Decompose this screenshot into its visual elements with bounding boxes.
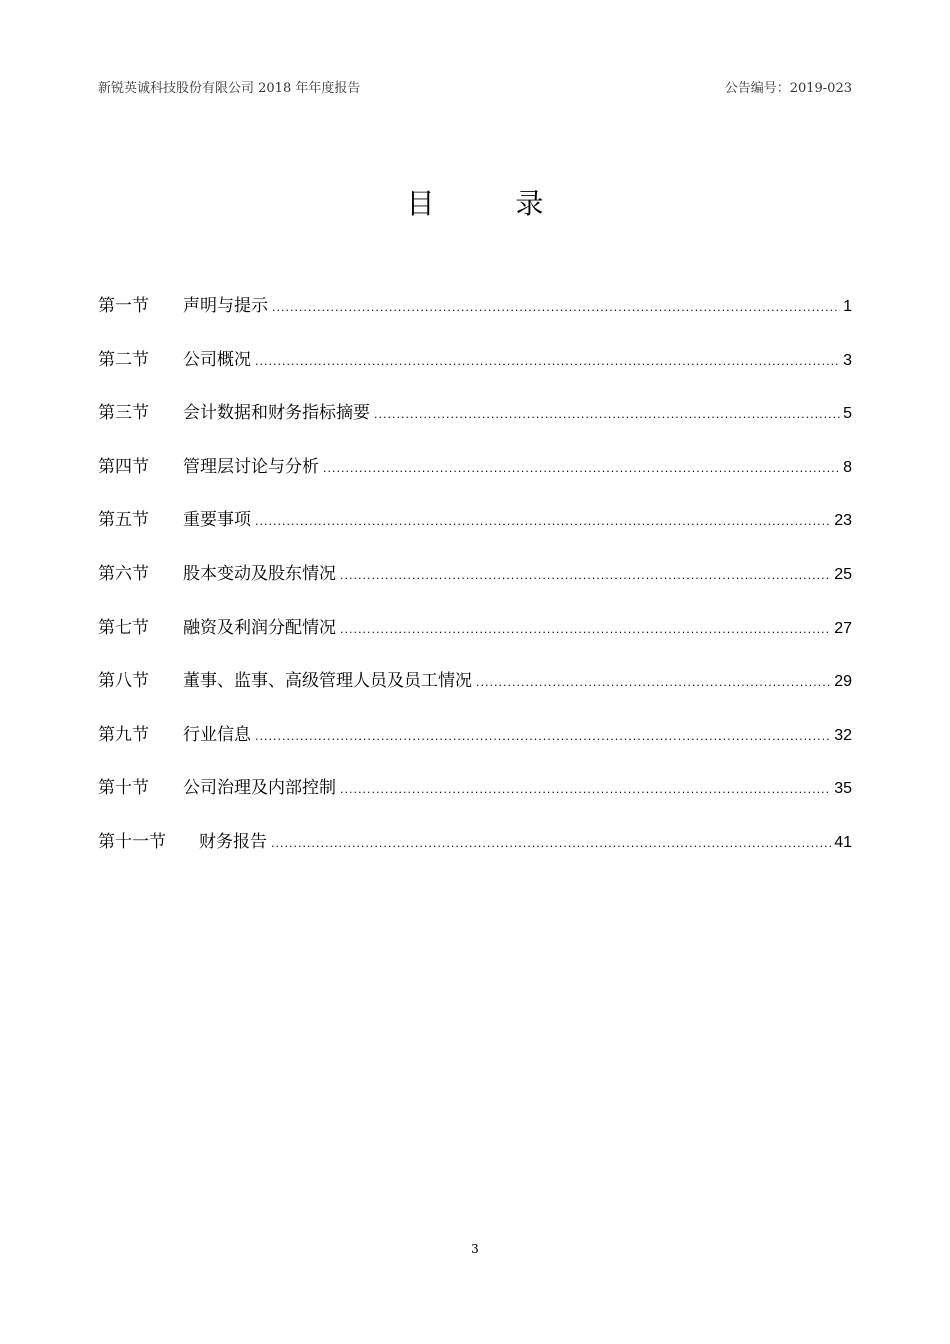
toc-entry[interactable] [98, 825, 852, 879]
toc-leader-dots [340, 613, 831, 647]
toc-leader-dots [323, 452, 840, 486]
toc-section-number: 第四节 [98, 456, 149, 477]
toc-section-number: 第二节 [98, 349, 149, 370]
toc-section-number: 第九节 [98, 724, 149, 745]
toc-section-title: 会计数据和财务指标摘要 [183, 403, 370, 424]
toc-entry[interactable] [98, 396, 852, 450]
toc-section-number: 第六节 [98, 563, 149, 584]
toc-leader-dots [340, 559, 831, 593]
toc-entry[interactable] [98, 289, 852, 343]
toc-section-number: 第七节 [98, 617, 149, 638]
page-title: 目 录 [406, 187, 580, 220]
toc-page-number: 41 [834, 833, 852, 851]
toc-page-number: 1 [843, 298, 852, 315]
toc-entry[interactable] [98, 557, 852, 611]
header-company-report-title: 新锐英诚科技股份有限公司 2018 年年度报告 [98, 81, 361, 96]
toc-section-number: 第三节 [98, 403, 149, 424]
toc-section-title: 声明与提示 [183, 296, 268, 316]
toc-page-number: 8 [843, 458, 852, 476]
toc-section-number: 第十节 [98, 778, 149, 799]
toc-page-number: 23 [834, 512, 852, 530]
toc-section-title: 行业信息 [183, 724, 251, 745]
toc-entry[interactable] [98, 343, 852, 397]
toc-section-title: 董事、监事、高级管理人员及员工情况 [183, 671, 472, 692]
toc-page-number: 29 [834, 673, 852, 691]
toc-leader-dots [271, 827, 831, 861]
toc-leader-dots [255, 345, 840, 379]
toc-section-title: 财务报告 [199, 831, 267, 852]
toc-section-title: 重要事项 [183, 510, 251, 531]
toc-leader-dots [272, 291, 840, 325]
toc-section-number: 第十一节 [98, 831, 166, 852]
toc-section-number: 第八节 [98, 671, 149, 692]
toc-entry[interactable] [98, 611, 852, 665]
toc-entry[interactable] [98, 664, 852, 718]
toc-leader-dots [255, 720, 831, 754]
toc-page-number: 3 [843, 351, 852, 369]
toc-section-title: 公司概况 [183, 349, 251, 370]
toc-entry[interactable] [98, 503, 852, 557]
toc-page-number: 25 [834, 565, 852, 583]
toc-page-number: 32 [834, 726, 852, 744]
toc-leader-dots [255, 505, 831, 539]
toc-page-number: 35 [834, 780, 852, 798]
toc-page-number: 27 [834, 619, 852, 637]
toc-section-title: 公司治理及内部控制 [183, 778, 336, 799]
toc-leader-dots [476, 666, 831, 700]
toc-section-number: 第五节 [98, 510, 149, 531]
toc-leader-dots [340, 773, 831, 807]
toc-entry[interactable] [98, 450, 852, 504]
toc-section-number: 第一节 [98, 296, 149, 316]
table-of-contents [98, 289, 852, 879]
toc-page-number: 5 [843, 405, 852, 423]
toc-section-title: 管理层讨论与分析 [183, 456, 319, 477]
toc-leader-dots [374, 398, 840, 432]
toc-entry[interactable] [98, 718, 852, 772]
footer-page-number: 3 [471, 1242, 479, 1256]
toc-section-title: 融资及利润分配情况 [183, 617, 336, 638]
header-announcement-number: 公告编号：2019-023 [724, 81, 852, 96]
toc-entry[interactable] [98, 771, 852, 825]
toc-section-title: 股本变动及股东情况 [183, 563, 336, 584]
